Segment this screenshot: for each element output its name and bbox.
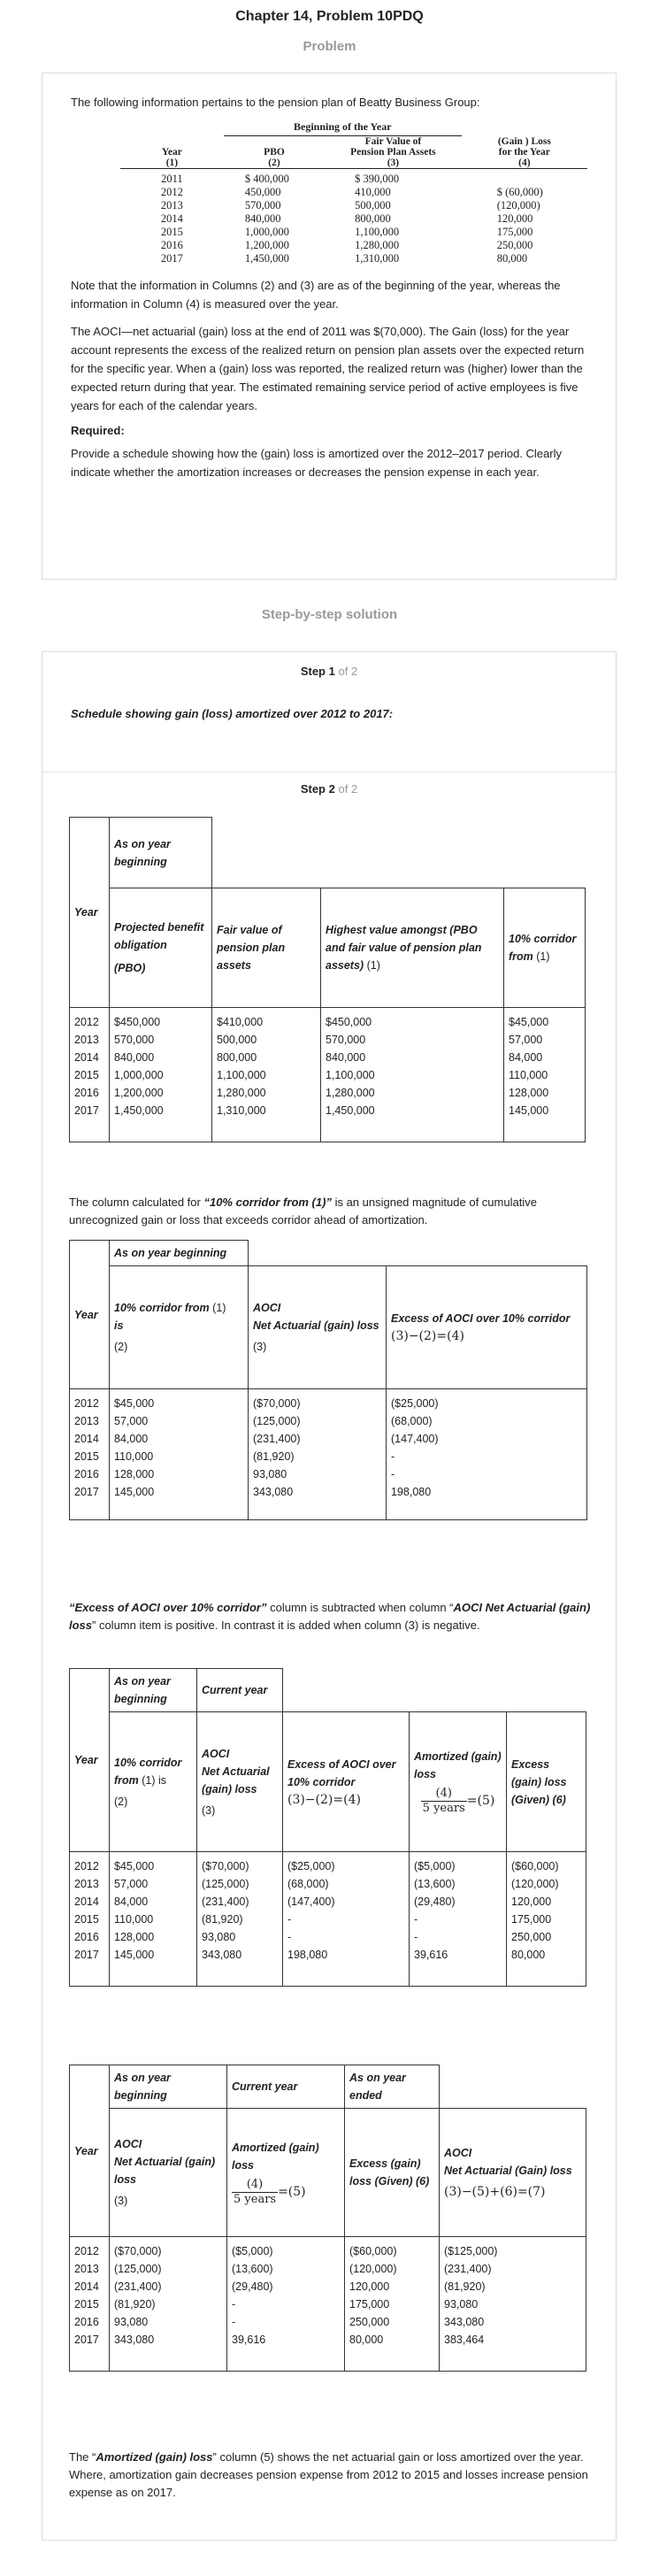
- t4-given-values: ($60,000) (120,000) 120,000 175,000 250,000 80,000: [345, 2237, 440, 2372]
- t4-year-header: Year: [70, 2065, 110, 2237]
- t2-aoci-header: AOCI Net Actuarial (gain) loss (3): [249, 1266, 387, 1389]
- t2-year-header: Year: [70, 1241, 110, 1389]
- t3-cy-header: Current year: [197, 1669, 283, 1712]
- problem-note-1: Note that the information in Columns (2) and (3) are as of the beginning of the year, whereas the information in Column (4) is measured over the year.: [71, 278, 561, 311]
- step-1-heading: Schedule showing gain (loss) amortized over 2012 to 2017:: [71, 707, 394, 720]
- t3-excess-formula: (3)−(2)=(4): [287, 1792, 361, 1807]
- pension-row: 2013 570,000 500,000 (120,000): [160, 198, 540, 211]
- t4-end-header: As on year ended: [345, 2065, 440, 2109]
- schedule-table-3: [69, 1668, 586, 1987]
- t1-pbo-values: $450,000 570,000 840,000 1,000,000 1,200,000 1,450,000: [110, 1008, 212, 1142]
- schedule-table-2: [69, 1240, 587, 1520]
- problem-intro: The following information pertains to the pension plan of Beatty Business Group:: [71, 96, 480, 109]
- t1-corr-header: 10% corridor from (1): [504, 888, 586, 1008]
- t1-fv-header: Fair value of pension plan assets: [212, 888, 321, 1008]
- amortization-conclusion: The “Amortized (gain) loss” column (5) shows the net actuarial gain or loss amortized over the year. Where, amortization gain decreases pension expense from 2012 to 2015 and losses increase pension expense as on 2017.: [69, 2450, 588, 2499]
- step-2-label: Step 2 of 2: [300, 782, 358, 796]
- pension-header-fv: Fair Value of Pension Plan Assets (3): [325, 136, 462, 169]
- t2-excess-header: Excess of AOCI over 10% corridor (3)−(2)=(4): [387, 1266, 587, 1389]
- t2-excess-values: ($25,000) (68,000) (147,400) - - 198,080: [387, 1389, 587, 1520]
- t1-pbo-header: Projected benefit obligation (PBO): [110, 888, 212, 1008]
- t3-excess-header: Excess of AOCI over 10% corridor (3)−(2)=(4): [283, 1712, 410, 1852]
- t1-years: 2012 2013 2014 2015 2016 2017: [70, 1008, 110, 1142]
- t4-aoci-values: ($70,000) (125,000) (231,400) (81,920) 93,080 343,080: [110, 2237, 227, 2372]
- t4-end-formula: (3)−(5)+(6)=(7): [444, 2185, 546, 2199]
- pension-row: 2017 1,450,000 1,310,000 80,000: [160, 251, 528, 265]
- t3-amort-values: ($5,000) (13,600) (29,480) - - 39,616: [410, 1852, 507, 1987]
- t4-boy-header: As on year beginning: [110, 2065, 227, 2109]
- pension-header-gainloss: (Gain ) Loss for the Year (4): [462, 136, 587, 169]
- t3-year-header: Year: [70, 1669, 110, 1852]
- t2-boy-header: As on year beginning: [110, 1241, 249, 1266]
- t3-aoci-values: ($70,000) (125,000) (231,400) (81,920) 93,080 343,080: [197, 1852, 283, 1987]
- t3-amort-header: Amortized (gain) loss $\frac{(4)}{\text{5 years}}$ =(5): [410, 1712, 507, 1852]
- t3-excess-values: ($25,000) (68,000) (147,400) - - 198,080: [283, 1852, 410, 1987]
- solution-card: [42, 651, 617, 2541]
- t4-given-header: Excess (gain) loss (Given) (6): [345, 2109, 440, 2237]
- schedule-table-4: [69, 2065, 586, 2372]
- t3-corr-values: $45,000 57,000 84,000 110,000 128,000 145,000: [110, 1852, 197, 1987]
- pension-row: 2016 1,200,000 1,280,000 250,000: [160, 238, 533, 251]
- t3-amort-fraction: $\frac{(4)}{\text{5 years}}$: [422, 1787, 465, 1815]
- t2-corr-values: $45,000 57,000 84,000 110,000 128,000 145,000: [110, 1389, 249, 1520]
- pension-header-pbo: PBO (2): [224, 136, 325, 169]
- t1-fv-values: $410,000 500,000 800,000 1,100,000 1,280,000 1,310,000: [212, 1008, 321, 1142]
- t1-high-header: Highest value amongst (PBO and fair value of pension plan assets) (1): [321, 888, 504, 1008]
- schedule-table-1: [69, 817, 586, 1142]
- step-1-label: Step 1 of 2: [300, 665, 358, 678]
- problem-header: Problem: [303, 39, 356, 54]
- pension-header-year: Year (1): [120, 136, 224, 169]
- t3-given-values: ($60,000) (120,000) 120,000 175,000 250,000 80,000: [507, 1852, 586, 1987]
- t4-amort-values: ($5,000) (13,600) (29,480) - - 39,616: [227, 2237, 345, 2372]
- required-text: Provide a schedule showing how the (gain) loss is amortized over the 2012–2017 period. Clearly indicate whether the amortization increases or decreases the pension expense in each year.: [71, 446, 562, 479]
- t3-boy-header: As on year beginning: [110, 1669, 197, 1712]
- required-label: Required:: [71, 423, 125, 437]
- t2-aoci-values: ($70,000) (125,000) (231,400) (81,920) 93,080 343,080: [249, 1389, 387, 1520]
- t3-given-header: Excess (gain) loss (Given) (6): [507, 1712, 586, 1852]
- t4-amort-fraction: $\frac{(4)}{\text{5 years}}$: [234, 2177, 277, 2206]
- t4-aoci-header: AOCI Net Actuarial (gain) loss (3): [110, 2109, 227, 2237]
- pension-group-header: Beginning of the Year: [224, 120, 462, 136]
- t4-amort-header: Amortized (gain) loss $\frac{(4)}{\text{5 years}}$ =(5): [227, 2109, 345, 2237]
- t4-years: 2012 2013 2014 2015 2016 2017: [70, 2237, 110, 2372]
- t3-corr-header: 10% corridor from (1) is (2): [110, 1712, 197, 1852]
- solution-header: Step-by-step solution: [261, 607, 398, 622]
- t1-year-header: Year: [70, 818, 110, 1008]
- pension-row: 2014 840,000 800,000 120,000: [160, 211, 533, 225]
- t4-end-aoci-header: AOCI Net Actuarial (Gain) loss (3)−(5)+(6)=(7): [440, 2109, 586, 2237]
- problem-card: [42, 73, 617, 580]
- problem-note-2: The AOCI—net actuarial (gain) loss at the end of 2011 was $(70,000). The Gain (loss) for the year account represents the excess of the realized return on pension plan assets over the expected return for the specific year. When a (gain) loss was reported, the realized return was (higher) lower than the expected return during that year. The estimated remaining service period of active employees is five years for each of the calendar years.: [71, 324, 585, 412]
- t1-corr-values: $45,000 57,000 84,000 110,000 128,000 145,000: [504, 1008, 586, 1142]
- t4-end-values: ($125,000) (231,400) (81,920) 93,080 343,080 383,464: [440, 2237, 586, 2372]
- pension-row: 2012 450,000 410,000 $ (60,000): [160, 185, 543, 198]
- t1-high-values: $450,000 570,000 840,000 1,100,000 1,280,000 1,450,000: [321, 1008, 504, 1142]
- t2-excess-formula: (3)−(2)=(4): [391, 1329, 464, 1343]
- t1-boy-header: As on year beginning: [110, 818, 212, 888]
- excess-explanation: “Excess of AOCI over 10% corridor” column is subtracted when column “AOCI Net Actuarial (gain) loss” column item is positive. In contrast it is added when column (3) is negative.: [69, 1601, 591, 1632]
- corridor-explanation: The column calculated for “10% corridor from (1)” is an unsigned magnitude of cumulative unrecognized gain or loss that exceeds corridor ahead of amortization.: [69, 1196, 537, 1226]
- t2-years: 2012 2013 2014 2015 2016 2017: [70, 1389, 110, 1520]
- page-title: Chapter 14, Problem 10PDQ: [235, 9, 424, 24]
- pension-row: 2011 $ 400,000 $ 390,000: [161, 172, 400, 185]
- pension-row: 2015 1,000,000 1,100,000 175,000: [160, 225, 533, 238]
- t4-cy-header: Current year: [227, 2065, 345, 2109]
- t2-corr-header: 10% corridor from (1) is (2): [110, 1266, 249, 1389]
- t3-aoci-header: AOCI Net Actuarial (gain) loss (3): [197, 1712, 283, 1852]
- pension-table: [71, 120, 587, 265]
- t3-years: 2012 2013 2014 2015 2016 2017: [70, 1852, 110, 1987]
- step-divider: [42, 772, 616, 773]
